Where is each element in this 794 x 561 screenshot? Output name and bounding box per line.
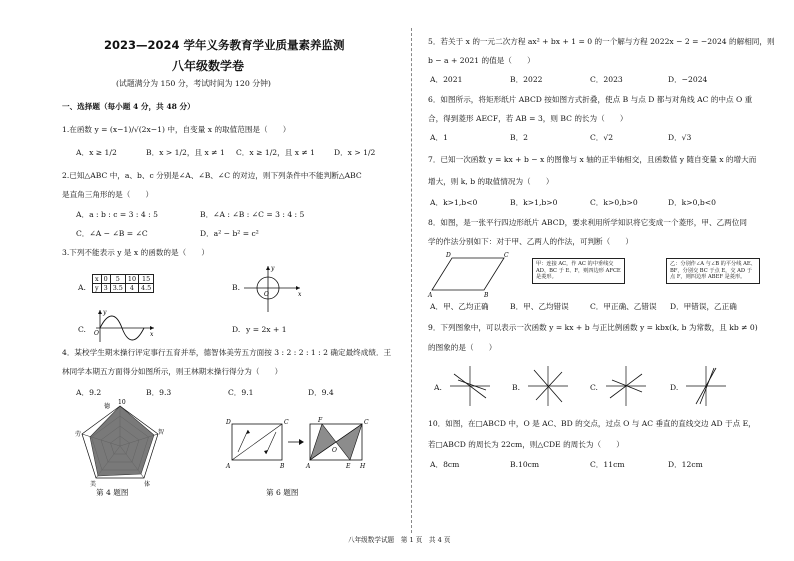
column-divider bbox=[411, 28, 412, 533]
section-heading: 一、选择题（每小题 4 分，共 48 分） bbox=[62, 102, 195, 111]
q10-stem-line1: 10．如图，在□ABCD 中，O 是 AC、BD 的交点，过点 O 与 AC 垂直的直线交边 AD 于点 E， bbox=[428, 419, 756, 428]
q9-stem-line2: 的图象的是（ ） bbox=[428, 343, 497, 352]
q8-stem-line1: 8．如图，是一张平行四边形纸片 ABCD，要求利用所学知识将它变成一个菱形，甲、乙两位同 bbox=[428, 218, 747, 227]
origin-label: O bbox=[264, 291, 269, 298]
table-cell: x bbox=[93, 275, 102, 284]
q7-option-b[interactable]: B．k>1,b>0 bbox=[510, 198, 558, 207]
q10-stem-line2: 若□ABCD 的周长为 22cm，则△CDE 的周长为（ ） bbox=[428, 440, 624, 449]
y-axis-label: y bbox=[103, 309, 107, 316]
q3-option-b[interactable]: B. bbox=[232, 283, 240, 292]
q3-graph-c bbox=[88, 308, 158, 344]
q7-option-a[interactable]: A．k>1,b<0 bbox=[430, 198, 478, 207]
q8-method-yi bbox=[666, 258, 760, 284]
exam-note: (试题满分为 150 分，考试时间为 120 分钟) bbox=[116, 79, 271, 88]
point-h: H bbox=[360, 463, 366, 470]
q9-graph-d bbox=[684, 364, 728, 408]
fig4-caption: 第 4 题图 bbox=[96, 488, 129, 497]
y-axis-label: y bbox=[271, 265, 275, 272]
q5-stem-line2: b − a + 2021 的值是（ ） bbox=[428, 56, 535, 65]
q4-option-b[interactable]: B．9.3 bbox=[146, 388, 172, 397]
point-b: B bbox=[280, 463, 285, 470]
q9-option-d[interactable]: D. bbox=[670, 383, 679, 392]
q6-stem-line1: 6．如图所示，将矩形纸片 ABCD 按如图方式折叠，使点 B 与点 D 都与对角线 AC 的中点 O 重 bbox=[428, 95, 753, 104]
q3-option-d-formula: y = 2x + 1 bbox=[246, 325, 287, 334]
q2-option-c[interactable]: C．∠A − ∠B = ∠C bbox=[76, 229, 148, 238]
table-cell: 5 bbox=[110, 275, 125, 284]
q3-stem: 3.下列不能表示 y 是 x 的函数的是（ ） bbox=[62, 248, 209, 257]
q9-option-a[interactable]: A. bbox=[434, 383, 442, 392]
point-c2: C bbox=[364, 419, 369, 426]
radar-label-ti: 体 bbox=[144, 481, 151, 488]
q5-option-c[interactable]: C．2023 bbox=[590, 75, 623, 84]
q6-option-d[interactable]: D．√3 bbox=[668, 133, 692, 142]
table-cell: 4 bbox=[125, 284, 138, 293]
q7-stem-line2: 增大，则 k, b 的取值情况为（ ） bbox=[428, 177, 554, 186]
radar-top-value: 10 bbox=[118, 399, 126, 406]
table-cell: 3 bbox=[101, 284, 110, 293]
table-cell: 10 bbox=[125, 275, 138, 284]
q7-option-d[interactable]: D．k>0,b<0 bbox=[668, 198, 716, 207]
q10-option-c[interactable]: C．11cm bbox=[590, 460, 625, 469]
q6-stem-line2: 合，得到菱形 AECF，若 AB = 3，则 BC 的长为（ ） bbox=[428, 114, 628, 123]
vertex-b: B bbox=[484, 292, 489, 299]
q6-option-c[interactable]: C．√2 bbox=[590, 133, 614, 142]
vertex-a: A bbox=[428, 292, 433, 299]
q1-stem: 1.在函数 y = (x−1)/√(2x−1) 中，自变量 x 的取值范围是（ ） bbox=[62, 125, 291, 134]
box-line: 是菱形。 bbox=[536, 274, 557, 280]
q5-option-d[interactable]: D．−2024 bbox=[668, 75, 708, 84]
q1-option-a[interactable]: A．x ≥ 1/2 bbox=[76, 148, 117, 157]
exam-subtitle: 八年级数学卷 bbox=[172, 59, 245, 73]
origin-label: O bbox=[94, 330, 99, 337]
x-axis-label: x bbox=[150, 331, 154, 338]
q8-option-d[interactable]: D．甲错误，乙正确 bbox=[670, 302, 737, 311]
point-a2: A bbox=[306, 463, 311, 470]
box-line: 甲：连接 AC，作 AC 的中垂线交 bbox=[536, 261, 614, 267]
q8-stem-line2: 学的作法分别如下：对于甲、乙两人的作法，可判断（ ） bbox=[428, 237, 634, 246]
radar-label-mei: 美 bbox=[90, 481, 97, 488]
table-cell: y bbox=[93, 284, 102, 293]
radar-label-zhi: 智 bbox=[158, 429, 165, 436]
q2-stem-line1: 2.已知△ABC 中，a、b、c 分别是∠A、∠B、∠C 的对边，则下列条件中不能判断△ABC bbox=[62, 171, 362, 180]
table-cell: 15 bbox=[139, 275, 154, 284]
box-line: BF，分别交 BC 于点 E，交 AD 于 bbox=[670, 267, 752, 274]
q5-option-b[interactable]: B．2022 bbox=[510, 75, 543, 84]
box-line: 点 F，则四边形 ABEF 是菱形。 bbox=[670, 274, 746, 280]
point-e: E bbox=[346, 463, 351, 470]
point-a: A bbox=[226, 463, 231, 470]
radar-label-lao: 劳 bbox=[75, 431, 82, 438]
q3-table bbox=[92, 274, 154, 293]
table-cell: 3.5 bbox=[110, 284, 125, 293]
fig6-caption: 第 6 题图 bbox=[266, 488, 299, 497]
q7-stem-line1: 7．已知一次函数 y = kx + b − x 的图像与 x 轴的正半轴相交，且函数值 y 随自变量 x 的增大而 bbox=[428, 155, 757, 164]
point-f: F bbox=[318, 417, 323, 424]
q3-option-c[interactable]: C. bbox=[78, 325, 86, 334]
q5-option-a[interactable]: A．2021 bbox=[430, 75, 463, 84]
q8-option-b[interactable]: B．甲、乙均错误 bbox=[510, 302, 569, 311]
page-footer: 八年级数学试题 第 1 页 共 4 页 bbox=[348, 536, 451, 544]
radar-label-de: 德 bbox=[104, 403, 111, 410]
q4-option-c[interactable]: C．9.1 bbox=[228, 388, 254, 397]
q3-option-a[interactable]: A. bbox=[78, 283, 86, 292]
q1-option-c[interactable]: C．x ≥ 1/2，且 x ≠ 1 bbox=[236, 148, 316, 157]
point-c: C bbox=[284, 419, 289, 426]
q2-stem-line2: 是直角三角形的是（ ） bbox=[62, 190, 154, 199]
q8-parallelogram bbox=[428, 252, 509, 299]
q4-stem-line2: 林同学本期五方面得分如图所示，则王林期末操行得分为（ ） bbox=[62, 367, 283, 376]
q2-option-a[interactable]: A．a : b : c = 3 : 4 : 5 bbox=[76, 210, 158, 219]
q1-option-d[interactable]: D．x > 1/2 bbox=[334, 148, 376, 157]
box-line: 乙：分别作∠A 与∠B 的平分线 AE、 bbox=[670, 261, 756, 267]
q3-graph-b bbox=[242, 264, 302, 314]
q6-option-b[interactable]: B．2 bbox=[510, 133, 529, 142]
point-o: O bbox=[332, 447, 337, 454]
q9-option-c[interactable]: C. bbox=[590, 383, 598, 392]
box-line: AD、BC 于 E、F，则四边形 AFCE bbox=[536, 267, 621, 274]
vertex-c: C bbox=[504, 252, 509, 259]
q6-option-a[interactable]: A．1 bbox=[430, 133, 448, 142]
q2-option-d[interactable]: D．a² − b² = c² bbox=[200, 229, 259, 238]
q9-option-b[interactable]: B. bbox=[512, 383, 520, 392]
table-cell: 4.5 bbox=[139, 284, 154, 293]
point-d: D bbox=[226, 419, 231, 426]
fig4-radar-chart bbox=[76, 400, 166, 490]
q9-graph-a bbox=[448, 364, 492, 408]
x-axis-label: x bbox=[298, 291, 302, 298]
q3-option-d[interactable]: D. bbox=[232, 325, 241, 334]
q7-option-c[interactable]: C．k>0,b>0 bbox=[590, 198, 638, 207]
q10-option-b[interactable]: B.10cm bbox=[510, 460, 540, 469]
q4-option-d[interactable]: D．9.4 bbox=[308, 388, 334, 397]
q1-option-b[interactable]: B．x > 1/2，且 x ≠ 1 bbox=[146, 148, 225, 157]
q4-option-a[interactable]: A．9.2 bbox=[76, 388, 102, 397]
table-cell: 0 bbox=[101, 275, 110, 284]
q9-stem-line1: 9．下列图象中，可以表示一次函数 y = kx + b 与正比例函数 y = kbx(k, b 为常数，且 kb ≠ 0) bbox=[428, 323, 758, 332]
q4-stem-line1: 4．某校学生期末操行评定事行五育并举，德智体美劳五方面按 3 : 2 : 2 : 1 : 2 确定最终成绩．王 bbox=[62, 348, 392, 357]
q8-method-jia bbox=[532, 258, 625, 284]
q9-graph-c bbox=[604, 364, 648, 408]
fig6-folding-diagram bbox=[222, 416, 372, 476]
q9-graph-b bbox=[526, 364, 570, 408]
q2-option-b[interactable]: B．∠A : ∠B : ∠C = 3 : 4 : 5 bbox=[200, 210, 305, 219]
vertex-d: D bbox=[446, 252, 451, 259]
q10-option-d[interactable]: D．12cm bbox=[668, 460, 703, 469]
q10-option-a[interactable]: A．8cm bbox=[430, 460, 460, 469]
q8-option-a[interactable]: A．甲、乙均正确 bbox=[430, 302, 489, 311]
q8-option-c[interactable]: C．甲正确、乙错误 bbox=[590, 302, 657, 311]
q5-stem-line1: 5．若关于 x 的一元二次方程 ax² + bx + 1 = 0 的一个解与方程 2022x − 2 = −2024 的解相同，则 bbox=[428, 37, 775, 46]
exam-title: 2023—2024 学年义务教育学业质量素养监测 bbox=[104, 38, 345, 52]
